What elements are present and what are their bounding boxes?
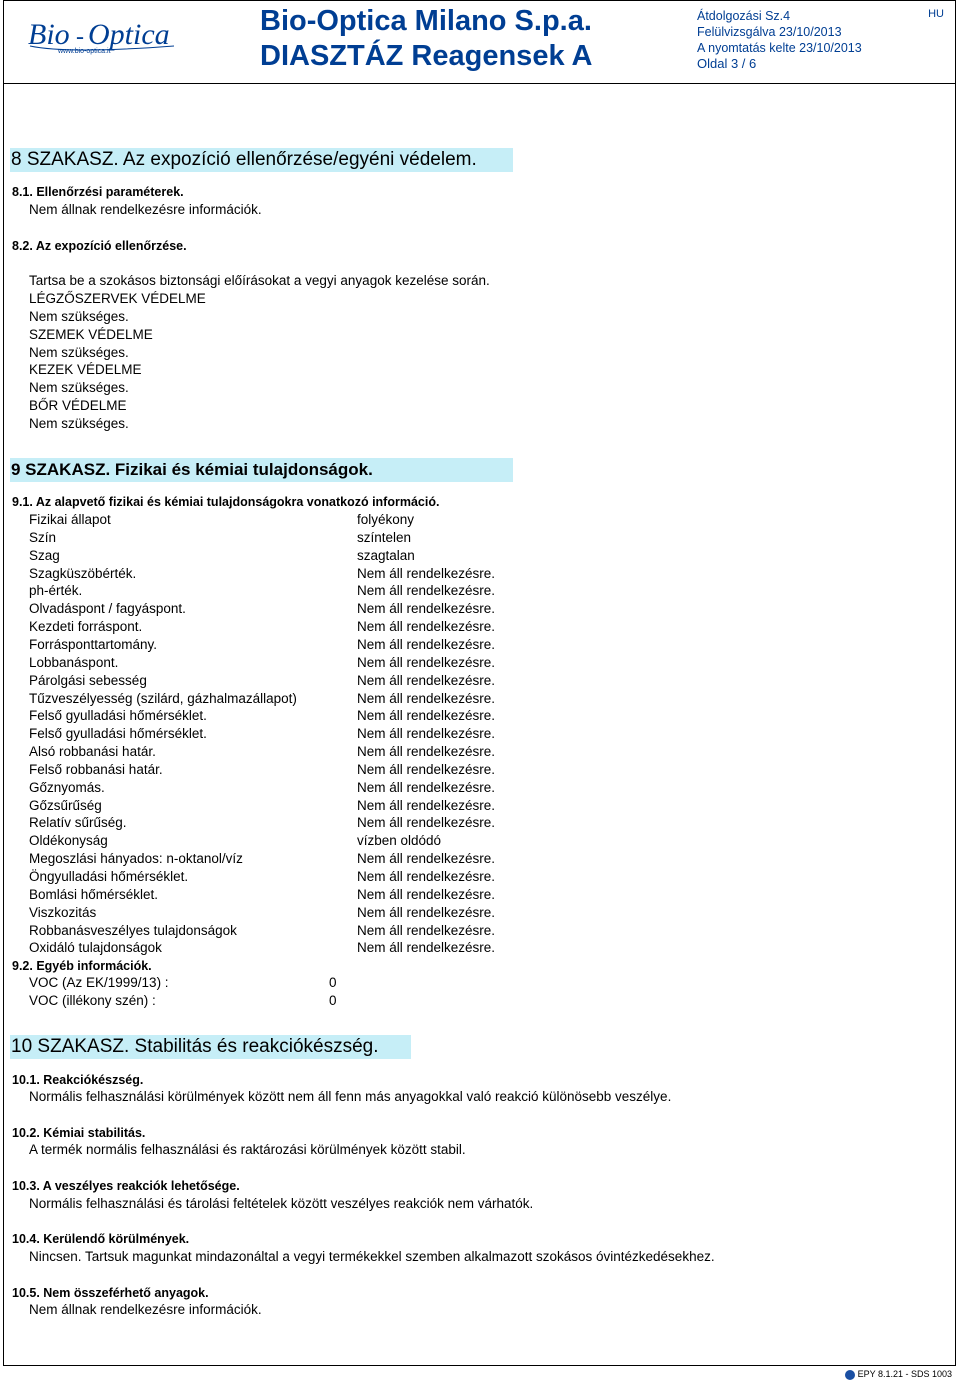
property-label: Gőzsűrűség <box>29 798 102 813</box>
property-value: Nem áll rendelkezésre. <box>357 940 496 955</box>
product-name: DIASZTÁZ Reagensek A <box>260 40 593 72</box>
section-8-1-text: Nem állnak rendelkezésre információk. <box>29 202 262 217</box>
s8-line: SZEMEK VÉDELME <box>29 327 153 342</box>
property-label: Öngyulladási hőmérséklet. <box>29 869 189 884</box>
s8-line: Tartsa be a szokásos biztonsági előírásokat a vegyi anyagok kezelése során. <box>29 273 490 288</box>
property-value: Nem áll rendelkezésre. <box>357 673 496 688</box>
s10-text: Normális felhasználási körülmények között nem áll fenn más anyagokkal való reakció különösebb veszélye. <box>29 1089 672 1104</box>
footer-text: EPY 8.1.21 - SDS 1003 <box>857 1369 952 1379</box>
property-value: Nem áll rendelkezésre. <box>357 887 496 902</box>
property-value: Nem áll rendelkezésre. <box>357 923 496 938</box>
voc-value: 0 <box>329 975 337 990</box>
property-label: Oldékonyság <box>29 833 108 848</box>
property-value: Nem áll rendelkezésre. <box>357 762 496 777</box>
s10-heading: 10.2. Kémiai stabilitás. <box>12 1126 146 1140</box>
property-label: Felső gyulladási hőmérséklet. <box>29 726 207 741</box>
property-label: Gőznyomás. <box>29 780 105 795</box>
s10-heading: 10.5. Nem összeférhető anyagok. <box>12 1286 209 1300</box>
s10-heading: 10.1. Reakciókészség. <box>12 1073 144 1087</box>
property-value: Nem áll rendelkezésre. <box>357 566 496 581</box>
s10-text: Nem állnak rendelkezésre információk. <box>29 1302 262 1317</box>
property-label: Robbanásveszélyes tulajdonságok <box>29 923 237 938</box>
section-9-title: 9 SZAKASZ. Fizikai és kémiai tulajdonságok. <box>10 458 513 482</box>
property-value: szagtalan <box>357 548 415 563</box>
property-value: Nem áll rendelkezésre. <box>357 583 496 598</box>
property-value: Nem áll rendelkezésre. <box>357 708 496 723</box>
voc-value: 0 <box>329 993 337 1008</box>
property-value: Nem áll rendelkezésre. <box>357 869 496 884</box>
revision-info <box>697 8 862 72</box>
property-value: Nem áll rendelkezésre. <box>357 905 496 920</box>
property-value: vízben oldódó <box>357 833 442 848</box>
s8-line: KEZEK VÉDELME <box>29 362 142 377</box>
property-value: Nem áll rendelkezésre. <box>357 601 496 616</box>
s8-line: Nem szükséges. <box>29 309 129 324</box>
logo-url: www.bio-optica.it <box>58 48 111 55</box>
property-value: folyékony <box>357 512 415 527</box>
language-code: HU <box>928 8 944 20</box>
property-value: Nem áll rendelkezésre. <box>357 798 496 813</box>
property-label: Alsó robbanási határ. <box>29 744 156 759</box>
property-label: Párolgási sebesség <box>29 673 147 688</box>
s8-line: BŐR VÉDELME <box>29 398 127 413</box>
section-9-1-heading: 9.1. Az alapvető fizikai és kémiai tulajdonságokra vonatkozó információ. <box>12 495 440 509</box>
epy-logo-icon <box>845 1370 855 1380</box>
property-label: Felső gyulladási hőmérséklet. <box>29 708 207 723</box>
property-label: Szagküszöbérték. <box>29 566 137 581</box>
company-name: Bio-Optica Milano S.p.a. <box>260 5 592 37</box>
section-10-title: 10 SZAKASZ. Stabilitás és reakciókészség. <box>10 1035 411 1059</box>
property-label: Tűzveszélyesség (szilárd, gázhalmazállapot) <box>29 691 297 706</box>
s10-heading: 10.3. A veszélyes reakciók lehetősége. <box>12 1179 240 1193</box>
property-value: Nem áll rendelkezésre. <box>357 619 496 634</box>
property-value: Nem áll rendelkezésre. <box>357 726 496 741</box>
revision-number: Átdolgozási Sz.4 <box>697 9 791 23</box>
section-8-title: 8 SZAKASZ. Az expozíció ellenőrzése/egyéni védelem. <box>10 148 513 172</box>
property-label: Olvadáspont / fagyáspont. <box>29 601 186 616</box>
s8-line: LÉGZŐSZERVEK VÉDELME <box>29 291 206 306</box>
property-label: Oxidáló tulajdonságok <box>29 940 162 955</box>
property-label: Lobbanáspont. <box>29 655 119 670</box>
property-value: Nem áll rendelkezésre. <box>357 655 496 670</box>
property-label: Bomlási hőmérséklet. <box>29 887 159 902</box>
property-value: Nem áll rendelkezésre. <box>357 851 496 866</box>
footer <box>845 1369 952 1380</box>
voc-label: VOC (illékony szén) : <box>29 993 156 1008</box>
s10-text: A termék normális felhasználási és raktározási körülmények között stabil. <box>29 1142 466 1157</box>
property-label: Megoszlási hányados: n-oktanol/víz <box>29 851 243 866</box>
s10-text: Normális felhasználási és tárolási feltételek között veszélyes reakciók nem várhatók. <box>29 1196 534 1211</box>
property-value: Nem áll rendelkezésre. <box>357 780 496 795</box>
svg-text:Bio: Bio <box>28 18 70 51</box>
header-divider <box>3 83 956 84</box>
property-value: Nem áll rendelkezésre. <box>357 691 496 706</box>
svg-text:Optica: Optica <box>88 18 170 51</box>
property-value: Nem áll rendelkezésre. <box>357 637 496 652</box>
property-label: Forrásponttartomány. <box>29 637 158 652</box>
section-8-2-heading: 8.2. Az expozíció ellenőrzése. <box>12 239 187 253</box>
property-label: Relatív sűrűség. <box>29 815 127 830</box>
property-label: Kezdeti forráspont. <box>29 619 143 634</box>
review-date: Felülvizsgálva 23/10/2013 <box>697 25 842 39</box>
section-8-1-heading: 8.1. Ellenőrzési paraméterek. <box>12 185 184 199</box>
property-label: ph-érték. <box>29 583 83 598</box>
property-label: Szín <box>29 530 57 545</box>
s8-line: Nem szükséges. <box>29 380 129 395</box>
property-label: Fizikai állapot <box>29 512 111 527</box>
print-date: A nyomtatás kelte 23/10/2013 <box>697 41 862 55</box>
property-label: Felső robbanási határ. <box>29 762 163 777</box>
page-number: Oldal 3 / 6 <box>697 56 757 71</box>
s8-line: Nem szükséges. <box>29 345 129 360</box>
property-value: Nem áll rendelkezésre. <box>357 815 496 830</box>
s10-text: Nincsen. Tartsuk magunkat mindazonáltal a vegyi termékekkel szemben alkalmazott szokásos óvintézkedésekhez. <box>29 1249 715 1264</box>
section-9-2-heading: 9.2. Egyéb információk. <box>12 959 152 973</box>
voc-label: VOC (Az EK/1999/13) : <box>29 975 169 990</box>
s8-line: Nem szükséges. <box>29 416 129 431</box>
property-label: Szag <box>29 548 60 563</box>
svg-text:-: - <box>76 24 84 50</box>
property-value: színtelen <box>357 530 412 545</box>
property-label: Viszkozitás <box>29 905 97 920</box>
property-value: Nem áll rendelkezésre. <box>357 744 496 759</box>
s10-heading: 10.4. Kerülendő körülmények. <box>12 1232 190 1246</box>
